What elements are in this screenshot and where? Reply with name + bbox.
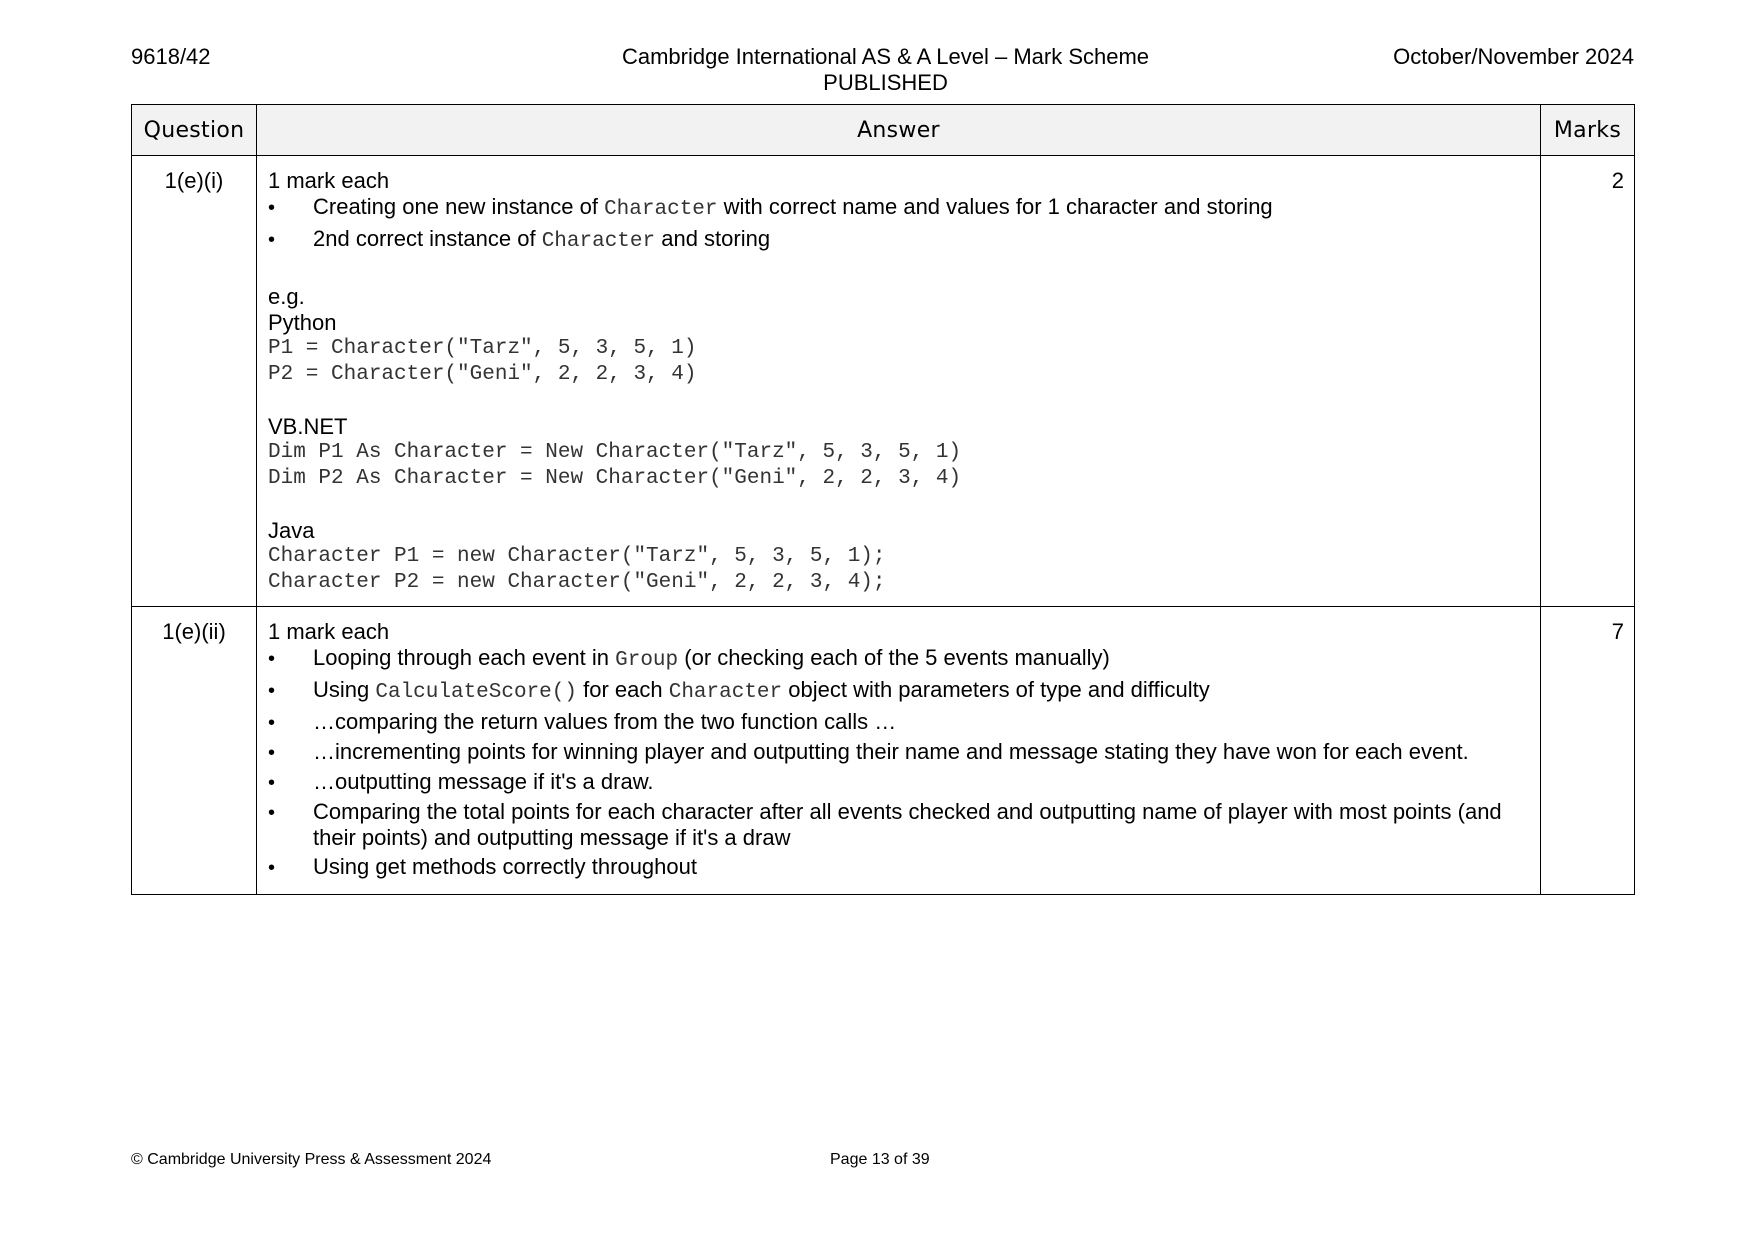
mark-scheme-table: [131, 104, 1635, 895]
table-row: [132, 156, 1635, 607]
answer-cell: [257, 607, 1541, 895]
column-header-answer: Answer: [257, 105, 1541, 156]
list-item: [268, 769, 1530, 796]
list-item: [268, 194, 1530, 223]
code-line: P2 = Character("Geni", 2, 2, 3, 4): [268, 363, 697, 386]
answer-intro: 1 mark each: [268, 168, 390, 193]
bullet-text: and storing: [655, 226, 771, 251]
bullet-text: Creating one new instance of: [313, 194, 605, 219]
bullet-text: object with parameters of type and difficulty: [782, 677, 1210, 702]
answer-cell: [257, 156, 1541, 607]
language-label-vbnet: VB.NET: [268, 414, 348, 439]
bullet-text: …outputting message if it's a draw.: [313, 769, 654, 794]
list-item: [268, 645, 1530, 674]
list-item: [268, 854, 1530, 881]
bullet-icon: [268, 677, 313, 706]
list-item: [268, 226, 1530, 255]
code-line: Dim P1 As Character = New Character("Tarz", 5, 3, 5, 1): [268, 441, 962, 464]
code-term: Character: [541, 230, 656, 253]
bullet-text: Using: [313, 677, 376, 702]
bullet-text: (or checking each of the 5 events manually): [678, 645, 1110, 670]
question-number: 1(e)(ii): [132, 607, 257, 895]
bullet-icon: [268, 854, 313, 881]
table-row: [132, 607, 1635, 895]
bullet-text: …incrementing points for winning player and outputting their name and message stating they have won for each event.: [313, 739, 1469, 764]
bullet-text: Comparing the total points for each character after all events checked and outputting name of player with most points (and their points) and outputting message if it's a draw: [313, 799, 1502, 850]
code-line: Dim P2 As Character = New Character("Geni", 2, 2, 3, 4): [268, 467, 962, 490]
language-label-java: Java: [268, 518, 315, 543]
list-item: [268, 799, 1530, 851]
example-label: e.g.: [268, 284, 305, 309]
code-line: P1 = Character("Tarz", 5, 3, 5, 1): [268, 337, 697, 360]
paper-code: 9618/42: [131, 44, 211, 69]
copyright-notice: © Cambridge University Press & Assessment 2024: [131, 1151, 492, 1168]
column-header-question: Question: [132, 105, 257, 156]
code-term: Character: [668, 681, 783, 704]
list-item: [268, 677, 1530, 706]
marks-value: 7: [1541, 607, 1635, 895]
bullet-icon: [268, 739, 313, 766]
page-number: Page 13 of 39: [830, 1151, 930, 1168]
bullet-text: Using get methods correctly throughout: [313, 854, 697, 879]
list-item: [268, 709, 1530, 736]
code-term: Group: [615, 649, 679, 672]
column-header-marks: Marks: [1541, 105, 1635, 156]
answer-intro: 1 mark each: [268, 619, 390, 644]
bullet-icon: [268, 645, 313, 674]
document-title-text: Cambridge International AS & A Level – Mark Scheme: [621, 44, 1150, 69]
question-number: 1(e)(i): [132, 156, 257, 607]
bullet-icon: [268, 194, 313, 223]
list-item: [268, 739, 1530, 766]
bullet-text: with correct name and values for 1 character and storing: [717, 194, 1273, 219]
document-status: PUBLISHED: [823, 70, 948, 95]
code-line: Character P1 = new Character("Tarz", 5, 3, 5, 1);: [268, 545, 886, 568]
code-term: Character: [604, 198, 718, 221]
bullet-text: Looping through each event in: [313, 645, 616, 670]
exam-session: October/November 2024: [1393, 44, 1634, 69]
marks-value: 2: [1541, 156, 1635, 607]
code-term: CalculateScore(): [375, 681, 577, 704]
code-line: Character P2 = new Character("Geni", 2, 2, 3, 4);: [268, 571, 886, 594]
language-label-python: Python: [268, 310, 337, 335]
bullet-icon: [268, 226, 313, 255]
bullet-text: for each: [577, 677, 669, 702]
bullet-text: 2nd correct instance of: [313, 226, 542, 251]
bullet-icon: [268, 709, 313, 736]
bullet-text: …comparing the return values from the two function calls …: [313, 709, 897, 734]
table-header-row: [132, 105, 1635, 156]
bullet-icon: [268, 769, 313, 796]
bullet-icon: [268, 799, 313, 851]
